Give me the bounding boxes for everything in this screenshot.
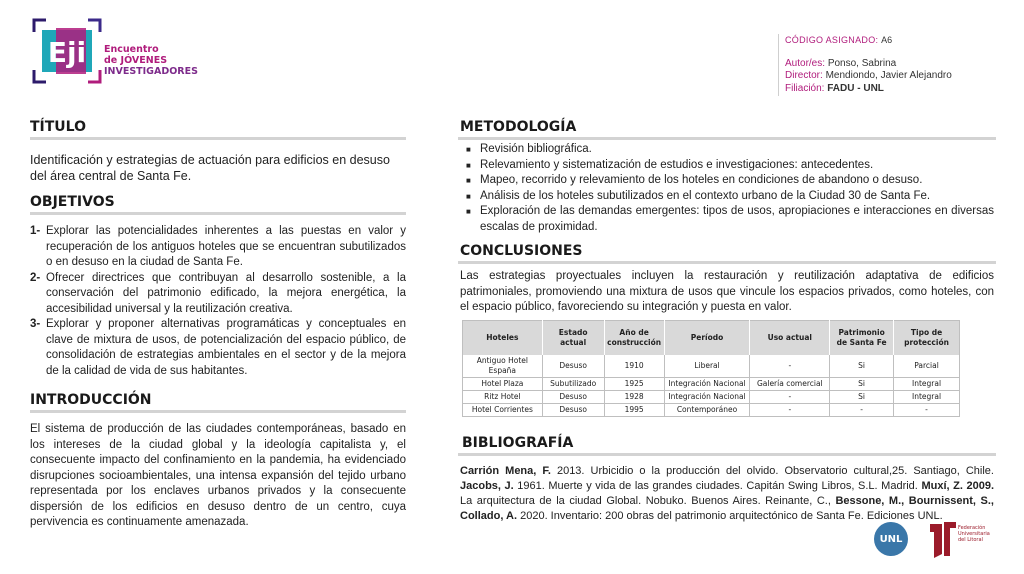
table-cell: Integral [894, 377, 960, 390]
table-cell: 1928 [604, 390, 664, 403]
metodologia-item: ■ Revisión bibliográfica. [460, 142, 994, 158]
bibliografia-text [460, 464, 994, 524]
objetivo-num: 3- [30, 318, 41, 330]
ref-author: Bessone, M., Bournissent, S., Collado, A. [460, 495, 994, 522]
objetivo-text: Ofrecer directrices que contribuyan al desarrollo sostenible, a la conservación del patrimonio edificado, la mejora energética, la accesibilidad universal y la reutilización creativa. [46, 271, 406, 315]
affiliation-value: FADU - UNL [827, 82, 884, 94]
fed-line: Federación [958, 525, 986, 531]
objetivo-item [30, 317, 406, 379]
table-cell: Si [830, 377, 894, 390]
table-cell: Hotel Corrientes [463, 403, 543, 416]
table-header: Estado actual [542, 321, 604, 355]
hoteles-table [462, 320, 960, 417]
introduccion-rule [30, 410, 406, 413]
table-cell: Integral [894, 390, 960, 403]
ref-text: 1961. Muerte y vida de las grandes ciudades. Capitán Swing Libros, S.L. Madrid. [513, 480, 922, 492]
table-cell: 1995 [604, 403, 664, 416]
fed-line: del Litoral [958, 537, 983, 543]
table-row [463, 377, 960, 390]
table-cell: 1910 [604, 355, 664, 378]
objetivo-item [30, 271, 406, 318]
table-row [463, 403, 960, 416]
director-value: Mendiondo, Javier Alejandro [825, 70, 952, 81]
table-cell: - [894, 403, 960, 416]
table-header: Hoteles [463, 321, 543, 355]
metodologia-list [460, 142, 994, 235]
eji-logo [32, 18, 102, 84]
author-label: Autor/es: [785, 57, 826, 69]
ref-author: Carrión Mena, F. [460, 465, 551, 477]
conclusiones-text: Las estrategias proyectuales incluyen la restauración y reutilización adaptativa de edificios patrimoniales, promoviendo una mixtura de usos que vincule los espacios privados, como hoteles, con el espacio público, favoreciendo su integración y puesta en valor. [460, 270, 994, 313]
table-cell: - [750, 355, 830, 378]
bibliografia-heading: BIBLIOGRAFÍA [462, 435, 574, 451]
table-cell: Ritz Hotel [463, 390, 543, 403]
metodologia-item: ■ Análisis de los hoteles subutilizados en el contexto urbano de la Ciudad 30 de Santa Fe. [460, 189, 994, 205]
table-header: Tipo de protección [894, 321, 960, 355]
table-cell: Integración Nacional [664, 377, 750, 390]
metodologia-item: ■ Exploración de las demandas emergentes: tipos de usos, apropiaciones e interacciones en diversas escalas de proximidad. [460, 204, 994, 235]
conclusiones-rule [458, 261, 996, 264]
table-cell: Desuso [542, 355, 604, 378]
table-cell: Hotel Plaza [463, 377, 543, 390]
metodologia-rule [458, 137, 996, 140]
table-row [463, 390, 960, 403]
titulo-heading: TÍTULO [30, 119, 86, 135]
table-cell: Desuso [542, 390, 604, 403]
metodologia-item: ■ Relevamiento y sistematización de estudios e investigaciones: antecedentes. [460, 158, 994, 174]
table-cell: - [750, 403, 830, 416]
table-header-row [463, 321, 960, 355]
introduccion-text: El sistema de producción de las ciudades contemporáneas, basado en los intereses de la ciudad global y la ideología capitalista y, el consecuente impacto del confinamiento en la pandemia, ha evidenciado disrupciones socioambientales, una intensa expansión del tejido urbano representada por los enclaves urbanos privados y la consecuente dispersión de los edificios en desuso dentro de un centro, cuya pervivencia es continuamente amenazada. [30, 423, 406, 528]
table-cell: Si [830, 390, 894, 403]
logo-line-3: INVESTIGADORES [104, 66, 198, 77]
fed-line: Universitaria [958, 531, 990, 537]
introduccion-heading: INTRODUCCIÓN [30, 392, 152, 408]
table-cell: Desuso [542, 403, 604, 416]
logo-text [104, 44, 198, 77]
table-cell: Si [830, 355, 894, 378]
ref-author: Muxí, Z. 2009. [921, 480, 994, 492]
objetivo-item [30, 224, 406, 271]
objetivos-rule [30, 212, 406, 215]
table-header: Período [664, 321, 750, 355]
titulo-text: Identificación y estrategias de actuación para edificios en desuso del área central de Santa Fe. [30, 153, 390, 183]
table-cell: Parcial [894, 355, 960, 378]
ref-author: Jacobs, J. [460, 480, 514, 492]
titulo-rule [30, 137, 406, 140]
objetivo-num: 2- [30, 271, 41, 284]
table-row [463, 355, 960, 378]
table-header: Uso actual [750, 321, 830, 355]
metodologia-heading: METODOLOGÍA [460, 119, 577, 135]
table-cell: - [830, 403, 894, 416]
director-label: Director: [785, 70, 823, 81]
project-info [778, 34, 952, 96]
table-cell: Antiguo Hotel España [463, 355, 543, 378]
ref-text: 2013. Urbicidio o la producción del olvido. Observatorio cultural,25. Santiago, Chile. [550, 465, 994, 477]
table-cell: Galería comercial [750, 377, 830, 390]
table-cell: Integración Nacional [664, 390, 750, 403]
ref-text: 2020. Inventario: 200 obras del patrimonio arquitectónico de Santa Fe. Ediciones UNL. [517, 510, 943, 522]
author-value: Ponso, Sabrina [827, 57, 897, 69]
code-label: CÓDIGO ASIGNADO: [785, 35, 879, 45]
table-cell: 1925 [604, 377, 664, 390]
logo-line-2: de JÓVENES [104, 55, 168, 66]
table-header: Patrimonio de Santa Fe [830, 321, 894, 355]
logo-mark: Eji [47, 36, 87, 69]
code-value: A6 [881, 35, 893, 45]
objetivo-text: Explorar las potencialidades inherentes a las puestas en valor y recuperación de los antiguos hoteles que se encuentran subutilizados o en desuso en la ciudad de Santa Fe. [46, 225, 406, 268]
table-cell: - [750, 390, 830, 403]
table-header: Año de construcción [604, 321, 664, 355]
unl-logo: UNL [874, 522, 908, 556]
conclusiones-heading: CONCLUSIONES [460, 243, 583, 259]
objetivo-text: Explorar y proponer alternativas programáticas y conceptuales en clave de mixtura de usos, de potencialización del espacio público, de consolidación de estrategias ambientales en el sector y de la mejora de la calidad de vida de sus habitantes. [46, 318, 406, 377]
bibliografia-rule [458, 453, 996, 456]
affiliation-label: Filiación: [785, 82, 825, 94]
federacion-text [958, 525, 990, 543]
logo-line-1: Encuentro [104, 44, 159, 55]
objetivos-heading: OBJETIVOS [30, 194, 115, 210]
table-cell: Contemporáneo [664, 403, 750, 416]
metodologia-item: ■ Mapeo, recorrido y relevamiento de los hoteles en condiciones de abandono o desuso. [460, 173, 994, 189]
table-cell: Subutilizado [542, 377, 604, 390]
ref-text: La arquitectura de la ciudad Global. Nobuko. Buenos Aires. Reinante, C., [460, 495, 836, 507]
objetivo-num: 1- [30, 225, 41, 237]
table-cell: Liberal [664, 355, 750, 378]
objetivos-list [30, 224, 406, 379]
